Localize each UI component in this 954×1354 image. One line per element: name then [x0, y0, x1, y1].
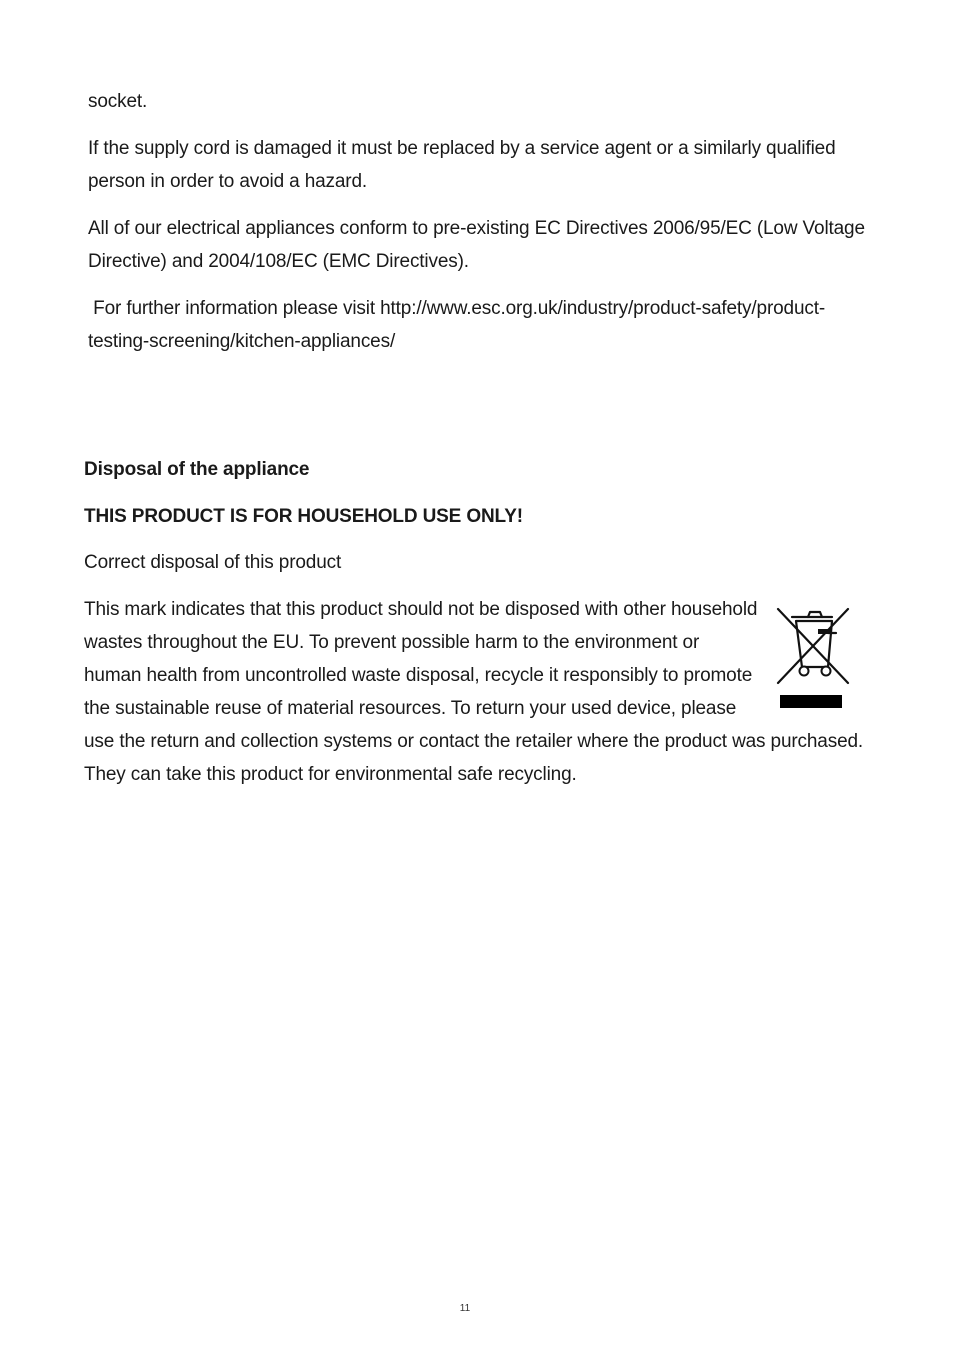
paragraph-further-info: For further information please visit http://www.esc.org.uk/industry/product-safety/product-testing-screening/kitchen-appliances/ — [88, 298, 826, 352]
page-number: 11 — [459, 1303, 471, 1314]
household-use-warning: THIS PRODUCT IS FOR HOUSEHOLD USE ONLY! — [84, 506, 523, 527]
paragraph-directives: All of our electrical appliances conform to pre-existing EC Directives 2006/95/EC (Low Voltage Directive) and 2004/108/EC (EMC Directives). — [88, 218, 865, 272]
section-heading-disposal: Disposal of the appliance — [84, 459, 310, 480]
correct-disposal-subheading: Correct disposal of this product — [84, 552, 342, 573]
disposal-body-text: This mark indicates that this product should not be disposed with other household wastes throughout the EU. To prevent possible harm to the environment or human health from uncontrolled waste disposal, recycle it responsibly to promote the sustainable reuse of material resources. To return your used device, please use the return and collection systems or contact the retailer where the product was purchased. They can take this product for environmental safe recycling. — [84, 599, 864, 785]
paragraph-socket: socket. — [88, 91, 148, 112]
disposal-paragraph — [84, 593, 864, 791]
crossed-out-wheelie-bin-icon — [770, 595, 860, 719]
paragraph-supply-cord: If the supply cord is damaged it must be replaced by a service agent or a similarly qualified person in order to avoid a hazard. — [88, 138, 836, 192]
